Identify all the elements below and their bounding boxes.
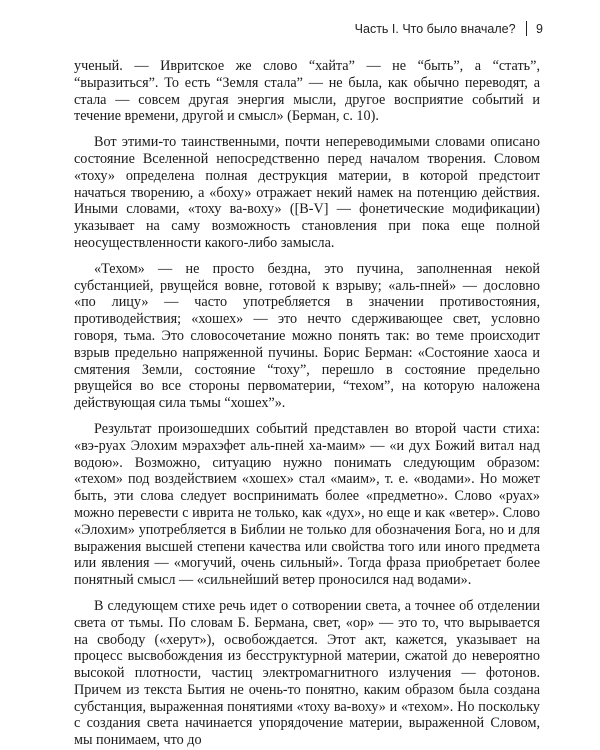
body-text: [74, 58, 540, 749]
header-divider: [526, 21, 528, 36]
page-number: 9: [536, 21, 543, 36]
running-header: [355, 21, 543, 36]
paragraph-2: Вот этими-то таинственными, почти непереводимыми словами описано состояние Вселенной непосредственно перед началом творения. Словом «тоху» определена полная деструкция материи, в которой предстоит начаться творению, а «боху» отражает некий намек на потенцию действия. Иными словами, «тоху ва-воху» ([B-V] — фонетические модификации) указывает на саму возможность становления при пока еще полной неосуществленности какого-либо замысла.: [74, 134, 540, 251]
paragraph-5: В следующем стихе речь идет о сотворении света, а точнее об отделении света от тьмы. По словам Б. Бермана, свет, «ор» — это то, что вырывается на свободу («херут»), освобождается. Этот акт, кажется, указывает на процесс высвобождения из бесструктурной материи, сжатой до невероятно высокой плотности, частиц электромагнитного излучения — фотонов. Причем из текста Бытия не очень-то понятно, каким образом была создана субстанция, выраженная понятиями «тоху ва-воху» и «техом». Но поскольку с создания света начинается упорядочение материи, выраженной Словом, мы понимаем, что до: [74, 597, 540, 749]
paragraph-4: Результат произошедших событий представлен во второй части стиха: «вэ-руах Элохим мэрахэфет аль-пней ха-маим» — «и дух Божий витал над водою». Возможно, ситуацию нужно понимать следующим образом: «техом» под воздействием «хошех» стал «маим», т. е. «водами». Но может быть, эти слова следует воспринимать более «предметно». Слово «руах» можно перевести с иврита не только, как «дух», но еще и как «ветер». Слово «Элохим» употребляется в Библии не только для обозначения Бога, но и для выражения высшей степени качества или свойства того или иного предмета или явления — «могучий, очень сильный». Тогда фраза приобретает более понятный смысл — «сильнейший ветер проносился над водами».: [74, 420, 540, 589]
paragraph-3: «Техом» — не просто бездна, это пучина, заполненная некой субстанцией, рвущейся вовне, готовой к взрыву; «аль-пней» — дословно «по лицу» — часто употребляется в значении противостояния, противодействия; «хошех» — это нечто сдерживающее свет, условно говоря, тьма. Это словосочетание можно понять так: во теме происходит взрыв предельно напряженной пучины. Борис Берман: «Состояние хаоса и смятения Земли, состояние “тоху”, перешло в состояние предельно рвущейся во все стороны первоматерии, “техом”, на которую наложена действующая сила тьмы “хошех”».: [74, 260, 540, 412]
chapter-title: Часть I. Что было вначале?: [354, 21, 516, 36]
paragraph-1: ученый. — Ивритское же слово “хайта” — не “быть”, а “стать”, “выразиться”. То есть “Земля стала” — не была, как обычно переводят, а стала — совсем другая энергия мысли, другое восприятие событий и течение времени, другой и смысл» (Берман, с. 10).: [74, 58, 540, 125]
